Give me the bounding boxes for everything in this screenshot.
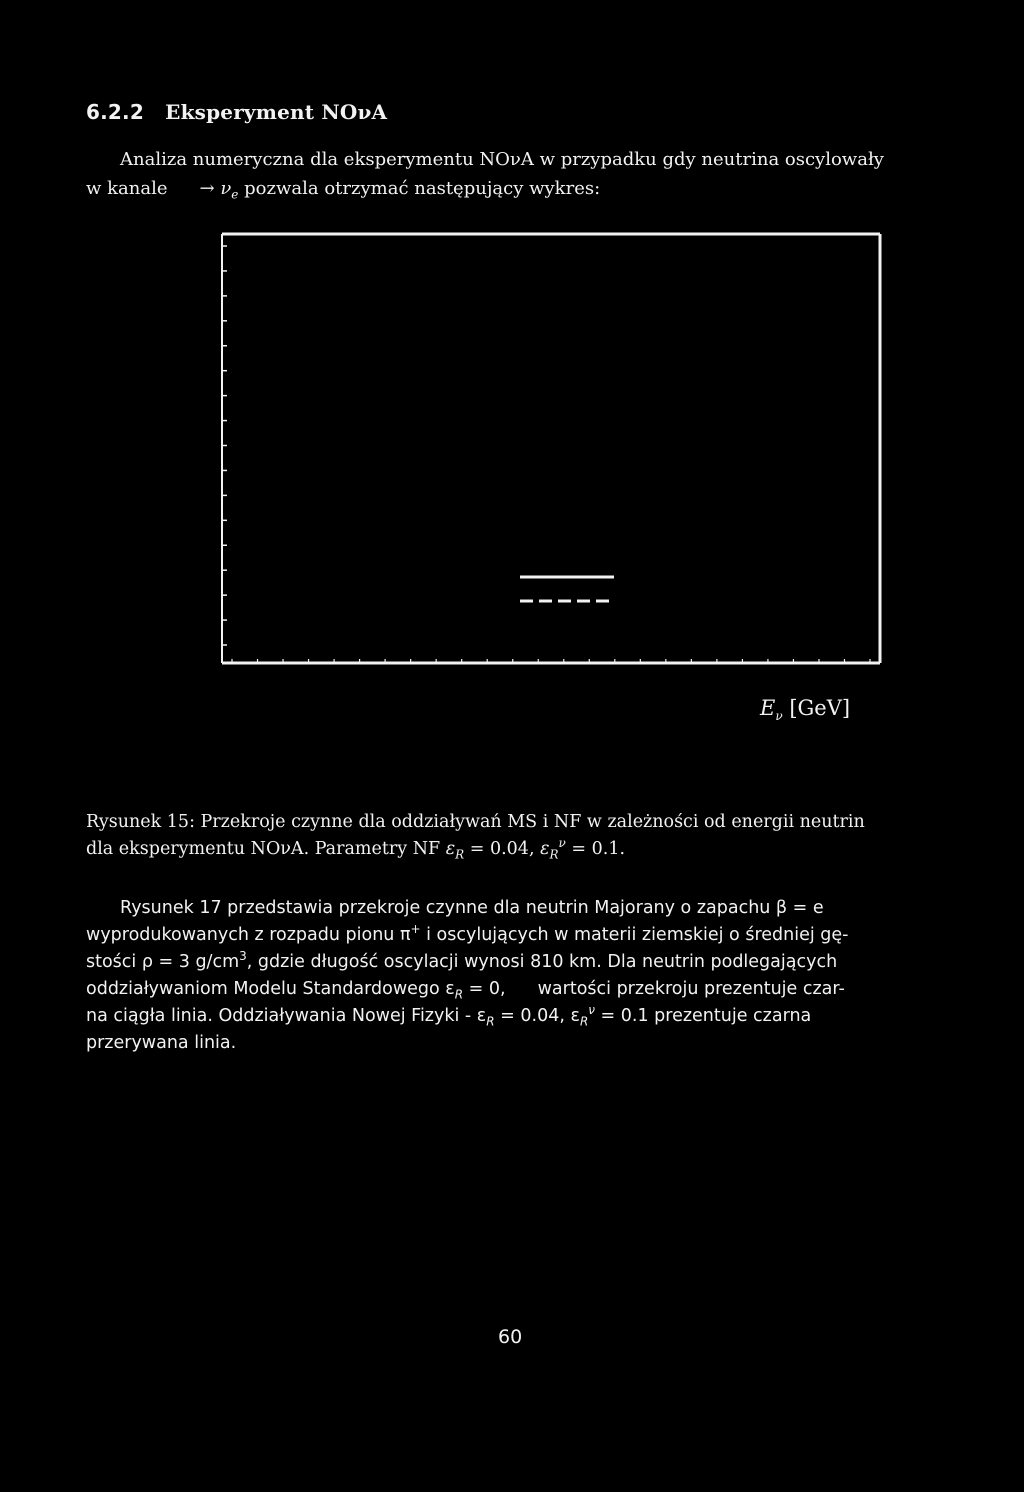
x-axis-label-subscript: ν <box>775 709 783 724</box>
legend <box>520 577 614 601</box>
nu-symbol: ν <box>220 178 232 199</box>
para2-text-a: wyprodukowanych z rozpadu pionu π <box>86 925 411 945</box>
para5-text-c: = 0.1 prezentuje czarna <box>594 1006 812 1026</box>
paragraph-line-3 <box>86 949 837 976</box>
figure-caption-line-2 <box>86 836 625 862</box>
x-axis-label-symbol: E <box>760 696 776 720</box>
para3-text-b: , gdzie długość oscylacji wynosi 810 km. Dla neutrin podlegających <box>246 952 838 972</box>
para5-sub-r: R <box>486 1014 495 1029</box>
caption-sup-nu: ν <box>558 836 566 851</box>
x-axis-label <box>760 696 851 724</box>
x-axis-label-unit: [GeV] <box>789 696 851 720</box>
section-title: Eksperyment NOνA <box>165 100 388 124</box>
paragraph-line-5 <box>86 1003 811 1030</box>
section-number: 6.2.2 <box>86 100 144 124</box>
para5-sub-r-2: R <box>579 1014 589 1029</box>
para4-text-a: oddziaływaniom Modelu Standardowego ε <box>86 979 455 999</box>
para3-sup-3: 3 <box>239 949 247 964</box>
para4-text-b: = 0, <box>463 979 506 999</box>
para2-text-b: i oscylujących w materii ziemskiej o średniej gę- <box>420 925 849 945</box>
caption-text-c: = 0.1. <box>565 839 626 859</box>
caption-eps-1: ε <box>445 839 456 859</box>
para5-text-b: = 0.04, ε <box>494 1006 580 1026</box>
intro-line-2-text-b: pozwala otrzymać następujący wykres: <box>244 178 601 199</box>
para5-sup-nu: ν <box>588 1003 595 1018</box>
caption-eps-2: ε <box>540 839 550 859</box>
paragraph-line-4 <box>86 976 845 1003</box>
paragraph-line-6: przerywana linia. <box>86 1033 237 1053</box>
caption-sub-r-2: R <box>549 847 559 862</box>
page-number: 60 <box>498 1326 523 1348</box>
para4-sub-r: R <box>454 987 464 1002</box>
paragraph-line-1: Rysunek 17 przedstawia przekroje czynne dla neutrin Majorany o zapachu β = e <box>120 898 824 918</box>
figure-caption-line-1: Rysunek 15: Przekroje czynne dla oddziaływań MS i NF w zależności od energii neutrin <box>86 812 865 832</box>
intro-line-2-text-a: w kanale <box>86 178 168 199</box>
caption-text-a: dla eksperymentu NOνA. Parametry NF <box>86 839 446 859</box>
nu-subscript: e <box>231 187 239 202</box>
caption-text-b: = 0.04, <box>464 839 541 859</box>
para3-text-a: stości ρ = 3 g/cm <box>86 952 240 972</box>
channel-arrow: → <box>199 178 215 199</box>
caption-sub-r-1: R <box>455 847 465 862</box>
paragraph-line-2 <box>86 922 848 949</box>
para4-text-c: wartości przekroju prezentuje czar- <box>537 979 845 999</box>
para2-sup-plus: + <box>410 922 421 937</box>
intro-line-1: Analiza numeryczna dla eksperymentu NOνA w przypadku gdy neutrina oscylowały <box>120 149 884 170</box>
plot-frame <box>222 234 880 663</box>
para5-text-a: na ciągła linia. Oddziaływania Nowej Fizyki - ε <box>86 1006 487 1026</box>
